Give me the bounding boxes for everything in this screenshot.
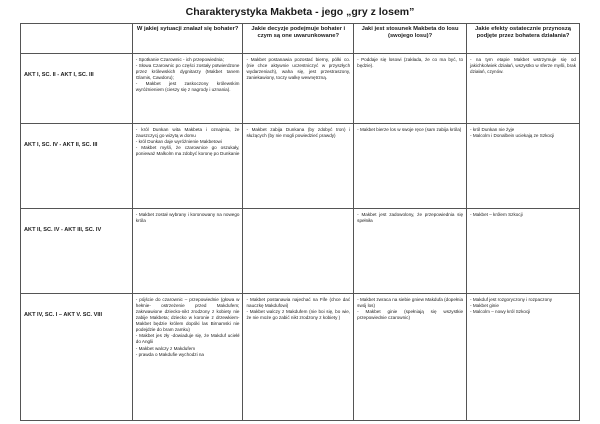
cell-line: - Makbet jest zaskoczony królewskim wyróżnieniem (cieszy się z nagrody i uznania). <box>135 81 240 93</box>
act-label: AKT II, SC. IV - AKT III, SC. IV <box>21 209 133 294</box>
header-attitude-to-fate: Jaki jest stosunek Makbeta do losu (swojego losu)? <box>354 24 467 54</box>
cell-line: - Makbet zwraca na siebie gniew Makdufa (dopełnia swój los) <box>357 297 464 309</box>
effects-cell <box>467 54 580 124</box>
act-label: AKT I, SC. IV - AKT II, SC. III <box>21 124 133 209</box>
act-label: AKT IV, SC. I – AKT V. SC. VIII <box>21 294 133 421</box>
cell-line: - król Dunkan daje wyróżnienie Makbetowi <box>135 139 222 145</box>
cell-line: - Słowa Czarownic po części zostały potwierdzone przez królewskich dygnitarzy (Makbet tanem Glamis, Cawdoru); <box>135 63 240 81</box>
cell-line: - Makbet ginie (spełniają się wszystkie przepowiednie czarownic) <box>357 309 464 321</box>
cell-line: - Malcolm – nowy król Szkocji <box>470 309 531 315</box>
situation-cell <box>132 124 243 209</box>
table-row <box>21 294 580 421</box>
effects-cell <box>467 294 580 421</box>
cell-line: - Makbet myśli, że czarownice go oszukały, ponieważ Malkolm ma zdobyć koronę po Dunkanie <box>135 145 240 157</box>
cell-line: - Makbet został wybrany i koronowany na nowego króla <box>135 212 240 224</box>
table-row <box>21 124 580 209</box>
table-row <box>21 209 580 294</box>
situation-cell <box>132 209 243 294</box>
cell-line: - Makbet walczy z Makdufem <box>135 345 196 351</box>
cell-line: - Makbet bierze los w swoje ręce (sam zabija króla) <box>357 127 462 132</box>
attitude-cell <box>354 209 467 294</box>
header-situation: W jakiej sytuacji znalazł się bohater? <box>132 24 243 54</box>
cell-line: - Makbet jes zły -dowiaduje się, że Makduf uciekł do Anglii <box>135 333 240 345</box>
effects-cell <box>467 124 580 209</box>
cell-line: - prawda o Makdufie wychodzi na <box>135 351 204 357</box>
cell-line: - Spotkanie Czarownic - ich przepowiednia; <box>135 57 224 62</box>
header-decisions: Jakie decyzje podejmuje bohater i czym są one uwarunkowane? <box>243 24 354 54</box>
table-header-row <box>21 24 580 54</box>
decisions-cell <box>243 124 354 209</box>
cell-line: - król Dunkan nie żyje <box>470 127 515 132</box>
cell-line: - Poddaje się losowi (zakłada, że co ma być, to będzie). <box>357 57 464 69</box>
effects-cell <box>467 209 580 294</box>
act-label: AKT I, SC. II - AKT I, SC. III <box>21 54 133 124</box>
cell-line: - Makbet postanawia pozostać bierny, pólki co. (nie chce aktywnie uczestniczyć w przyszłych wydarzeniach), waha się, jest przestraszony, zaniekawiony, toczy walkę wewnętrzną. <box>246 57 351 81</box>
header-empty <box>21 24 133 54</box>
decisions-cell <box>243 209 354 294</box>
cell-line: - pójście do czarownic – przepowiednie (głowa w hełmie- ostrzeżenie przed Makdufem; zakrwawione dziecko-nikt zrodzony z kobiety nie zabije Makbeta; dziecko w koronie z drzewkiem- Makbet będzie królem dopóki las Birnamski nie podejdzie do bram zamku) <box>135 297 240 333</box>
situation-cell <box>132 54 243 124</box>
cell-line: - Makbet walczy z Makdufem (nie boi się, bo wie, że nie może go zabić nikt zrodzony z kobiety ) <box>246 309 351 321</box>
attitude-cell <box>354 294 467 421</box>
cell-line: - Malcolm i Donalbein uciekają ze Szkocji <box>470 133 555 139</box>
cell-line: - Makduf jest rozgoryczony i rozpaczony <box>470 297 553 302</box>
cell-line: - na tym etapie Makbet wstrzymuje się od jakichkolwiek działań, wszystko w sferze myśli, brak działań, czynów. <box>470 57 576 75</box>
cell-line: - Makbet postanawia najechać na Fife (chce dać nauczkę Makdufowi) <box>246 297 351 309</box>
decisions-cell <box>243 54 354 124</box>
cell-line: - Makbet – królem Szkocji <box>470 212 523 217</box>
cell-line: - król Dunkan wita Makbeta i oznajmia, że zauszczycj go wizytą w domu <box>135 127 240 139</box>
table-row <box>21 54 580 124</box>
attitude-cell <box>354 124 467 209</box>
attitude-cell <box>354 54 467 124</box>
situation-cell <box>132 294 243 421</box>
cell-line: - Makbet ginie <box>470 303 499 309</box>
header-effects: Jakie efekty ostatecznie przynoszą podjęte przez bohatera działania? <box>467 24 580 54</box>
cell-line: - Makbet jest zadowolony, że przepowiednia się spełniła <box>357 212 464 224</box>
decisions-cell <box>243 294 354 421</box>
characteristics-table <box>20 23 580 421</box>
cell-line: - Makbet zabija Dunkana (by zdobyć tron) i służących (by nie mogli powiedzieć prawdy) <box>246 127 351 139</box>
page-title: Charakterystyka Makbeta - jego „gry z losem” <box>185 6 415 18</box>
